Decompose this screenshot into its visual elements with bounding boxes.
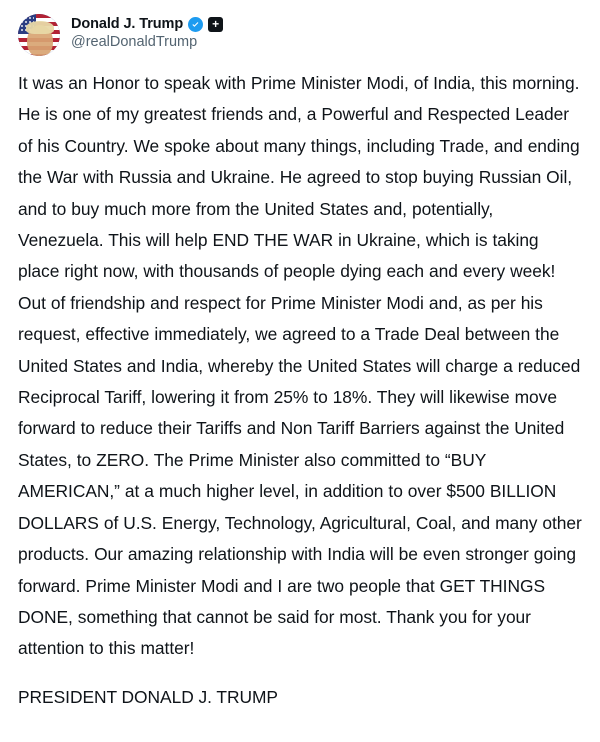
avatar[interactable]	[18, 14, 60, 56]
name-row	[71, 16, 223, 32]
post-body-text: It was an Honor to speak with Prime Minister Modi, of India, this morning. He is one of my greatest friends and, a Powerful and Respected Leader of his Country. We spoke about many things, including Trade, and ending the War with Russia and Ukraine. He agreed to stop buying Russian Oil, and to buy much more from the United States and, potentially, Venezuela. This will help END THE WAR in Ukraine, which is taking place right now, with thousands of people dying each and every week! Out of friendship and respect for Prime Minister Modi and, as per his request, effective immediately, we agreed to a Trade Deal between the United States and India, whereby the United States will charge a reduced Reciprocal Tariff, lowering it from 25% to 18%. They will likewise move forward to reduce their Tariffs and Non Tariff Barriers against the United States, to ZERO. The Prime Minister also committed to “BUY AMERICAN,” at a much higher level, in addition to over $500 BILLION DOLLARS of U.S. Energy, Technology, Agricultural, Coal, and many other products. Our amazing relationship with India will be even stronger going forward. Prime Minister Modi and I are two people that GET THINGS DONE, something that cannot be said for most. Thank you for your attention to this matter!	[18, 73, 582, 659]
portrait-hair	[26, 21, 54, 34]
author-names	[71, 14, 223, 50]
author-display-name[interactable]: Donald J. Trump	[71, 16, 184, 32]
plus-badge-icon[interactable]: +	[208, 17, 223, 32]
author-handle[interactable]: @realDonaldTrump	[71, 34, 198, 50]
post-header	[18, 14, 582, 56]
verified-check-icon	[188, 17, 203, 32]
post-signature: PRESIDENT DONALD J. TRUMP	[18, 686, 278, 707]
